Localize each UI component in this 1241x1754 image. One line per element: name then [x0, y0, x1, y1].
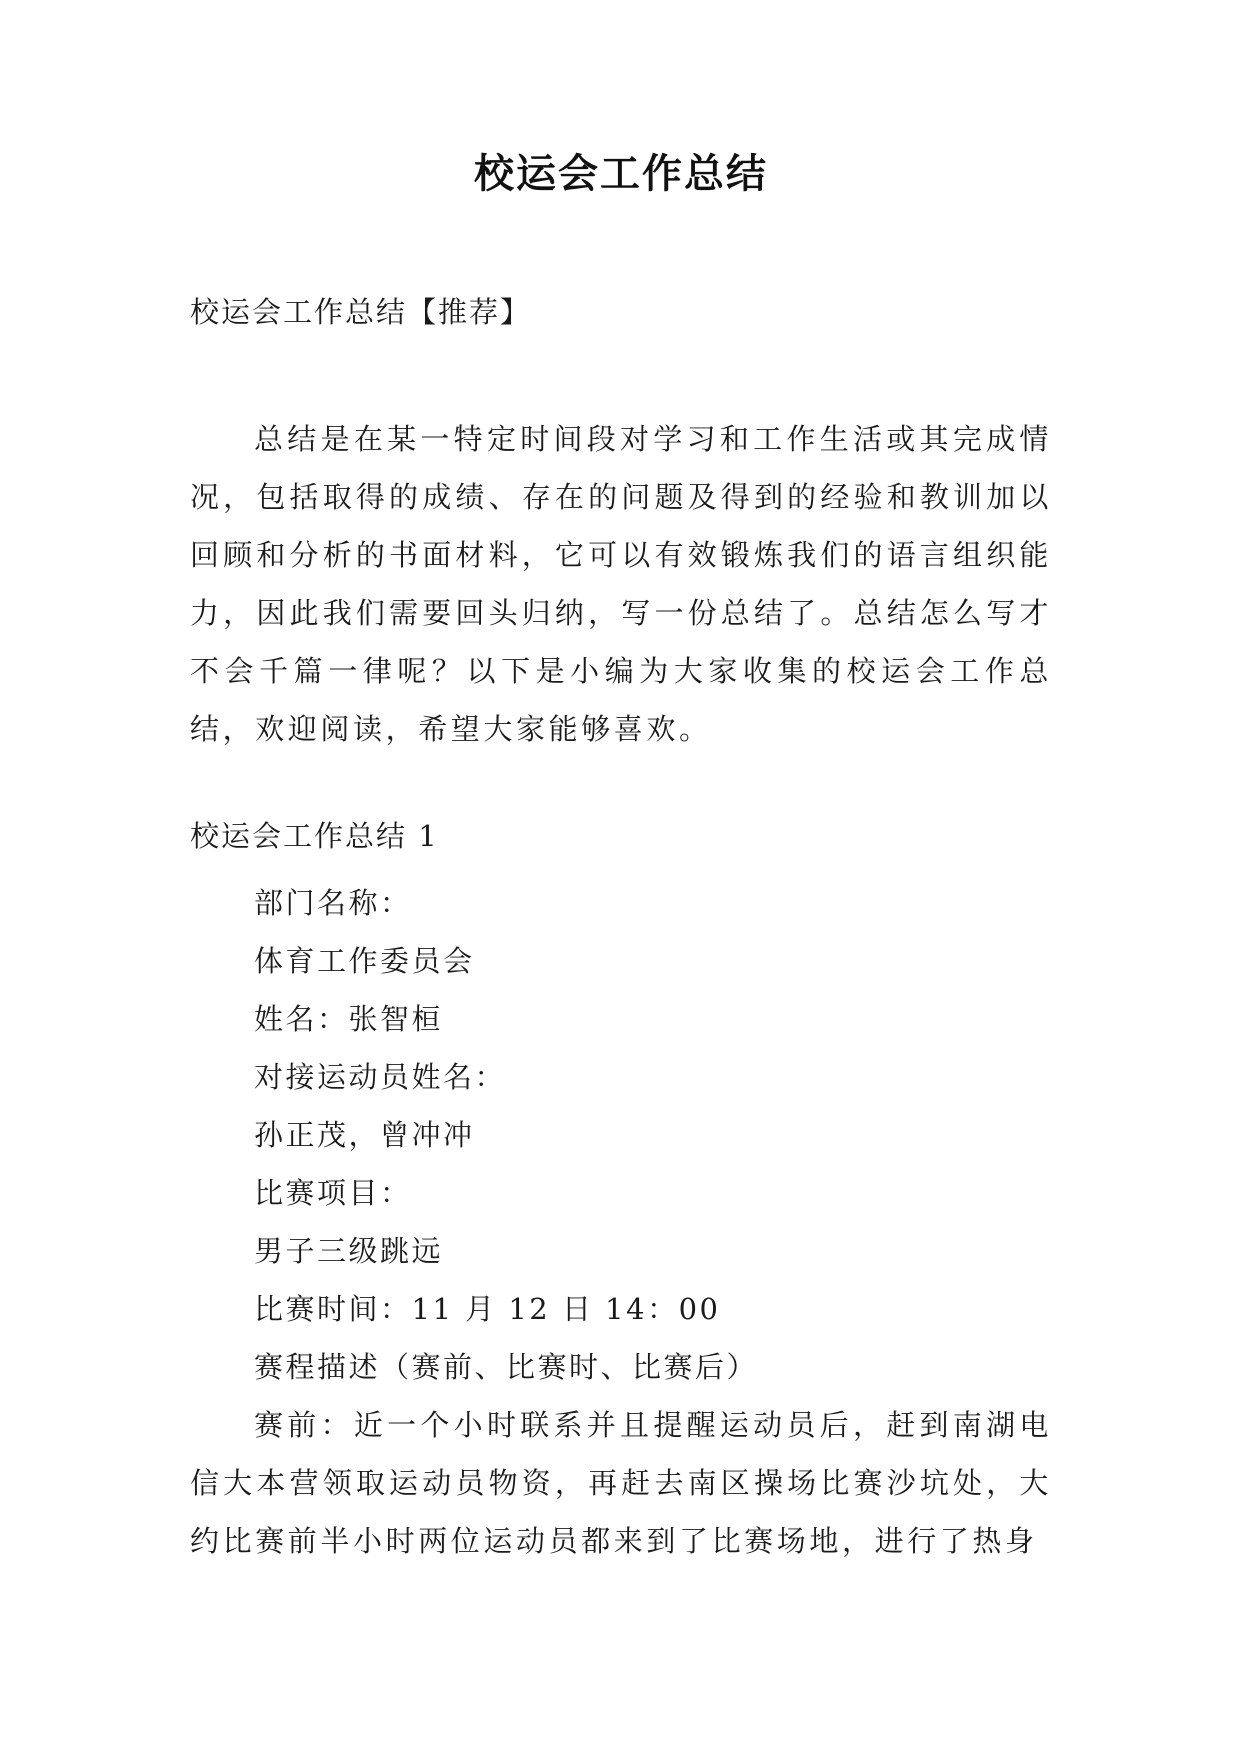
- section-heading: 校运会工作总结 1: [190, 819, 439, 853]
- field-department-label: 部门名称：: [254, 886, 412, 920]
- field-athletes-value: 孙正茂，曾冲冲: [254, 1118, 475, 1152]
- field-list: [254, 874, 758, 1396]
- field-name: 姓名：张智桓: [254, 1002, 444, 1036]
- document-subtitle: 校运会工作总结【推荐】: [190, 295, 532, 329]
- narrative-paragraph: 赛前：近一个小时联系并且提醒运动员后，赶到南湖电信大本营领取运动员物资，再赶去南区操场比赛沙坑处，大约比赛前半小时两位运动员都来到了比赛场地，进行了热身: [190, 1408, 1052, 1558]
- field-time: 比赛时间：11 月 12 日 14：00: [254, 1292, 721, 1326]
- field-department-value: 体育工作委员会: [254, 944, 475, 978]
- field-athletes-label: 对接运动员姓名：: [254, 1060, 507, 1094]
- intro-paragraph: 总结是在某一特定时间段对学习和工作生活或其完成情况，包括取得的成绩、存在的问题及得到的经验和教训加以回顾和分析的书面材料，它可以有效锻炼我们的语言组织能力，因此我们需要回头归纳，写一份总结了。总结怎么写才不会千篇一律呢？以下是小编为大家收集的校运会工作总结，欢迎阅读，希望大家能够喜欢。: [190, 422, 1052, 746]
- field-event-value: 男子三级跳远: [254, 1234, 444, 1268]
- field-description-label: 赛程描述（赛前、比赛时、比赛后）: [254, 1350, 759, 1384]
- document-title: 校运会工作总结: [474, 150, 768, 197]
- field-event-label: 比赛项目：: [254, 1176, 412, 1210]
